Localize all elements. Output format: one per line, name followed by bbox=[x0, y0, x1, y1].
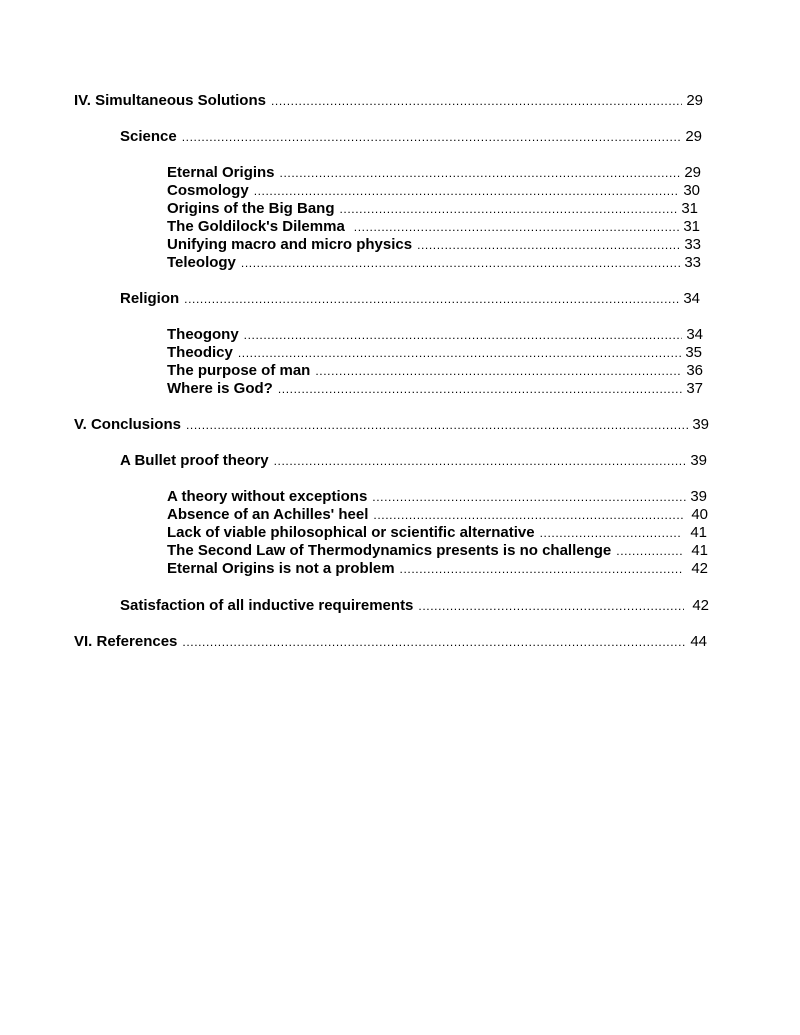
toc-entry-item bbox=[167, 560, 708, 578]
toc-entry-page: 41 bbox=[690, 524, 707, 541]
toc-entry-page: 29 bbox=[685, 128, 702, 145]
toc-entry-page: 42 bbox=[692, 597, 709, 614]
toc-entry-page: 42 bbox=[691, 560, 708, 577]
toc-leader-dots bbox=[372, 488, 686, 506]
toc-entry-title: Origins of the Big Bang bbox=[167, 200, 335, 217]
toc-entry-item bbox=[167, 164, 701, 182]
toc-entry-item bbox=[167, 506, 708, 524]
toc-entry-section bbox=[74, 633, 707, 651]
toc-entry-page: 39 bbox=[692, 416, 709, 433]
toc-entry-item bbox=[167, 200, 698, 218]
toc-entry-page: 33 bbox=[684, 254, 701, 271]
toc-entry-title: Eternal Origins is not a problem bbox=[167, 560, 395, 577]
toc-leader-dots bbox=[238, 344, 681, 362]
toc-entry-page: 29 bbox=[686, 92, 703, 109]
toc-entry-title: Unifying macro and micro physics bbox=[167, 236, 413, 253]
toc-leader-dots bbox=[340, 200, 678, 218]
toc-entry-page: 44 bbox=[690, 633, 707, 650]
toc-leader-dots bbox=[354, 218, 680, 236]
toc-entry-page: 31 bbox=[681, 200, 698, 217]
toc-entry-page: 39 bbox=[690, 452, 707, 469]
toc-leader-dots bbox=[373, 506, 683, 524]
toc-entry-page: 40 bbox=[691, 506, 708, 523]
toc-entry-item bbox=[167, 344, 702, 362]
toc-entry-section bbox=[74, 92, 703, 110]
toc-entry-item bbox=[167, 218, 700, 236]
toc-entry-page: 35 bbox=[685, 344, 702, 361]
toc-leader-dots bbox=[271, 92, 682, 110]
toc-entry-title: The purpose of man bbox=[167, 362, 311, 379]
toc-entry-title: The Second Law of Thermodynamics presents is no challenge bbox=[167, 542, 612, 559]
toc-leader-dots bbox=[280, 164, 681, 182]
toc-leader-dots bbox=[418, 597, 684, 615]
toc-leader-dots bbox=[400, 560, 684, 578]
toc-entry-title: IV. Simultaneous Solutions bbox=[74, 92, 266, 109]
toc-entry-title: Eternal Origins bbox=[167, 164, 275, 181]
toc-entry-page: 29 bbox=[684, 164, 701, 181]
toc-entry-title: Theodicy bbox=[167, 344, 233, 361]
toc-entry-title: The Goldilock's Dilemma bbox=[167, 218, 345, 235]
toc-entry-item bbox=[167, 488, 707, 506]
toc-entry-item bbox=[167, 254, 701, 272]
toc-entry-section bbox=[74, 416, 709, 434]
toc-entry-page: 30 bbox=[683, 182, 700, 199]
toc-leader-dots bbox=[616, 542, 683, 560]
toc-entry-item bbox=[167, 182, 700, 200]
toc-entry-page: 39 bbox=[690, 488, 707, 505]
toc-leader-dots bbox=[254, 182, 680, 200]
toc-leader-dots bbox=[182, 633, 686, 651]
toc-entry-title: Absence of an Achilles' heel bbox=[167, 506, 369, 523]
toc-leader-dots bbox=[540, 524, 683, 542]
toc-entry-page: 36 bbox=[686, 362, 703, 379]
toc-entry-item bbox=[167, 326, 703, 344]
toc-entry-item bbox=[167, 236, 701, 254]
toc-entry-page: 41 bbox=[691, 542, 708, 559]
toc-entry-title: Lack of viable philosophical or scientific alternative bbox=[167, 524, 535, 541]
toc-entry-title: VI. References bbox=[74, 633, 178, 650]
toc-leader-dots bbox=[241, 254, 680, 272]
toc-entry-title: Satisfaction of all inductive requirements bbox=[120, 597, 414, 614]
toc-entry-page: 37 bbox=[686, 380, 703, 397]
toc-leader-dots bbox=[315, 362, 682, 380]
toc-entry-page: 33 bbox=[684, 236, 701, 253]
toc-leader-dots bbox=[186, 416, 688, 434]
toc-entry-item bbox=[167, 542, 708, 560]
toc-entry-subsection bbox=[120, 452, 707, 470]
toc-entry-title: V. Conclusions bbox=[74, 416, 181, 433]
toc-entry-title: Teleology bbox=[167, 254, 236, 271]
toc-entry-item bbox=[167, 380, 703, 398]
toc-leader-dots bbox=[278, 380, 682, 398]
toc-entry-title: Religion bbox=[120, 290, 180, 307]
toc-entry-title: Theogony bbox=[167, 326, 239, 343]
toc-leader-dots bbox=[182, 128, 682, 146]
toc-entry-title: Where is God? bbox=[167, 380, 273, 397]
toc-entry-subsection bbox=[120, 290, 700, 308]
toc-leader-dots bbox=[417, 236, 680, 254]
toc-entry-item bbox=[167, 524, 707, 542]
toc-entry-subsection bbox=[120, 597, 709, 615]
toc-entry-item bbox=[167, 362, 703, 380]
toc-entry-title: Cosmology bbox=[167, 182, 249, 199]
toc-entry-page: 34 bbox=[683, 290, 700, 307]
toc-entry-title: Science bbox=[120, 128, 177, 145]
toc-entry-page: 31 bbox=[683, 218, 700, 235]
toc-leader-dots bbox=[244, 326, 683, 344]
toc-leader-dots bbox=[274, 452, 687, 470]
toc-entry-title: A theory without exceptions bbox=[167, 488, 368, 505]
toc-leader-dots bbox=[184, 290, 679, 308]
toc-entry-title: A Bullet proof theory bbox=[120, 452, 269, 469]
toc-entry-subsection bbox=[120, 128, 702, 146]
toc-entry-page: 34 bbox=[686, 326, 703, 343]
